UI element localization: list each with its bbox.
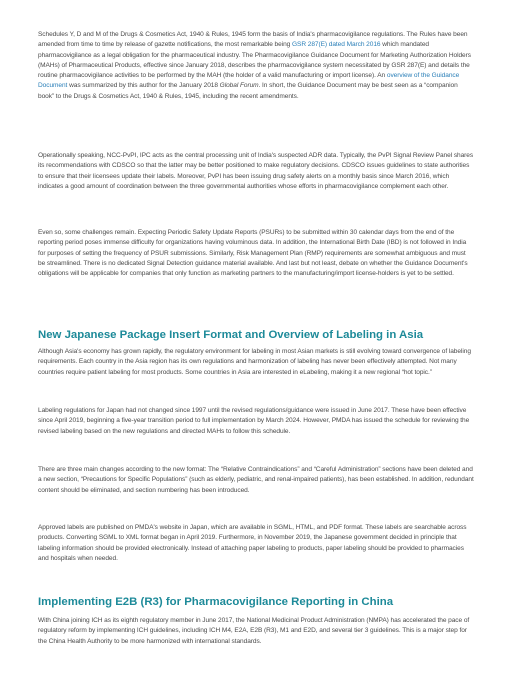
paragraph-format-changes [38,465,474,496]
gsr-287e-link[interactable]: GSR 287(E) dated March 2016 [292,41,381,49]
section-heading: New Japanese Package Insert Format and Overview of Labeling in Asia [38,329,424,341]
paragraph-text: There are three main changes according to the new format: The “Relative Contraindications” and “Careful Administration” sections have been deleted and a new section, “Precautions for Specific Populations” (such as elderly, pediatric, and renal-impaired patients), has been established. In addition, redundant content should be eliminated, and section numbering has been introduced. [38,466,474,494]
paragraph-text: With China joining ICH as its eighth regulatory member in June 2017, the National Medicinal Product Administration (NMPA) has accelerated the pace of regulatory reform by implementing ICH guidelines, including ICH M4, E2A, E2B (R3), M1 and E2D, and several tier 3 guidelines. This is a major step for the China Health Authority to be more harmonized with international standards. [38,617,470,645]
paragraph-text: Operationally speaking, NCC-PvPI, IPC acts as the central processing unit of India's suspected ADR data. Typically, the PvPI Signal Review Panel shares its recommendations with CDSCO so that the latter may be better positioned to make regulatory decisions. CDSCO issues guidelines to state authorities to ensure that their licensees update their labels. Moreover, PvPI has been issuing drug safety alerts on a monthly basis since March 2016, which indicates a good amount of coordination between the three governmental authorities whose efforts in pharmacovigilance complement each other. [38,152,474,190]
guidance-overview-link[interactable]: overview of the Guidance Document [38,72,460,90]
section-heading-china [38,595,474,609]
global-forum-title: Global Forum [219,82,259,90]
paragraph-text: Approved labels are published on PMDA's website in Japan, which are available in SGML, HTML, and PDF format. These labels are searchable across products. Converting SGML to XML format began in April 2019. Furthermore, in November 2019, the Japanese government decided in principle that labeling information should be provided electronically. Instead of attaching paper labeling to products, paper labeling should be provided to pharmacies and hospitals when needed. [38,524,467,562]
paragraph-pmda-labels [38,523,474,564]
section-heading: Implementing E2B (R3) for Pharmacovigilance Reporting in China [38,596,394,608]
paragraph-china-ich [38,616,474,647]
paragraph-text: Schedules Y, D and M of the Drugs & Cosmetics Act, 1940 & Rules, 1945 form the basis of India's pharmacovigilance regulations. The Rules have been amended from time to time by release of gazette notifications, the most remarkable being GSR 287(E) dated March 2016 which mandated pharmacovigilance as a legal obligation for the pharmaceutical industry. The Pharmacovigilance Guidance Document for Marketing Authorization Holders (MAHs) of Pharmaceutical Products, effective since January 2018, describes the pharmacovigilance system necessitated by GSR 287(E) and details the routine pharmacovigilance activities to be performed by the MAH (the holder of a valid manufacturing or import license). An overview of the Guidance Document was summarized by this author for the January 2018 Global Forum. In short, the Guidance Document may be best seen as a “companion book” to the Drugs & Cosmetics Act, 1940 & Rules, 1945, including the recent amendments. [38,31,471,100]
paragraph-india-regulations [38,30,474,102]
paragraph-japan-labeling [38,406,474,437]
paragraph-operations [38,151,474,192]
paragraph-asia-economy [38,347,474,378]
paragraph-text: Even so, some challenges remain. Expecting Periodic Safety Update Reports (PSURs) to be submitted within 30 calendar days from the end of the reporting period poses immense difficulty for organizations having voluminous data. In addition, the International Birth Date (IBD) is not followed in India for purposes of setting the frequency of PSUR submissions. Similarly, Risk Management Plan (RMP) requirements are somewhat ambiguous and must be streamlined. There is no dedicated Signal Detection guidance material available. And last but not least, debate on whether the Guidance Document's obligations will be applicable for companies that only function as marketing partners to the manufacturing/import license-holders is yet to be settled. [38,229,468,278]
paragraph-text: Although Asia's economy has grown rapidly, the regulatory environment for labeling in most Asian markets is still evolving toward convergence of labeling requirements. Each country in the Asia region has its own regulations and harmonization of labeling has never been effectively attempted. Not many countries require patient labeling for most products. Some countries in Asia are interested in eLabeling, making it a new regional “hot topic.” [38,348,471,376]
paragraph-text: Labeling regulations for Japan had not changed since 1997 until the revised regulations/guidance were issued in June 2017. These have been effective since April 2019, beginning a five-year transition period to full implementation by March 2024. However, PMDA has issued the schedule for reviewing the revised labeling based on the new regulations and directed MAHs to follow this schedule. [38,407,470,435]
section-heading-japan [38,328,474,342]
paragraph-challenges [38,228,474,279]
